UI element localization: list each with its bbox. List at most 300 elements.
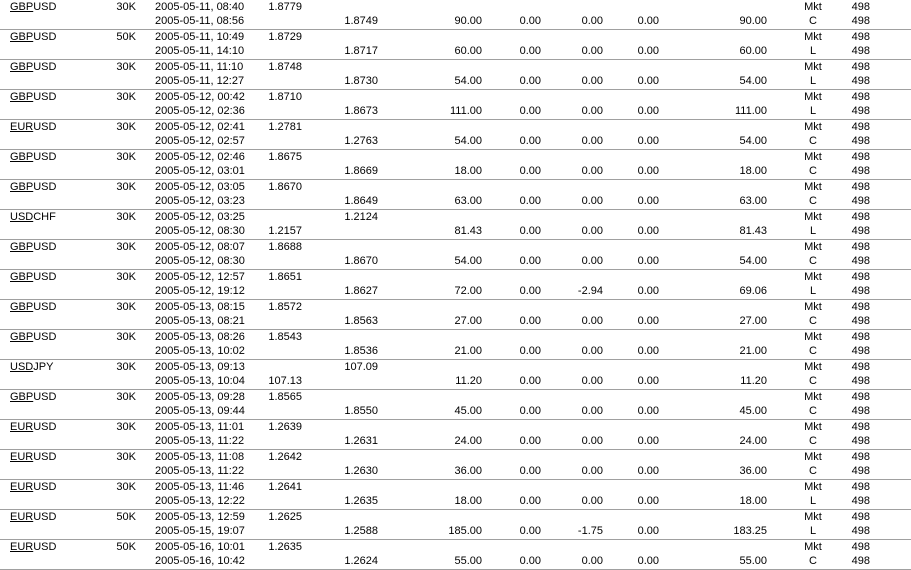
tax-value: 0.00 [637,315,659,327]
symbol-base[interactable]: EUR [10,451,34,463]
magic-number-close: 498 [851,345,870,357]
trade-row[interactable] [0,480,911,510]
magic-number: 498 [851,31,870,43]
magic-number-close: 498 [851,225,870,237]
order-type: Mkt [804,121,822,133]
order-type: Mkt [804,331,822,343]
close-price: 1.8550 [344,405,378,417]
swap-value: 0.00 [581,435,603,447]
close-type: C [809,15,817,27]
close-price: 1.8649 [344,195,378,207]
close-time: 2005-05-12, 02:57 [155,135,245,147]
tax-value: 0.00 [637,555,659,567]
open-price-alt: 107.13 [268,375,302,387]
symbol-quote: USD [33,331,57,343]
lot-size: 50K [116,541,136,553]
magic-number-close: 498 [851,405,870,417]
symbol-base[interactable]: GBP [10,181,34,193]
commission-value: 0.00 [519,345,541,357]
pips-value: 21.00 [454,345,482,357]
open-time: 2005-05-12, 00:42 [155,91,245,103]
pips-value: 27.00 [454,315,482,327]
symbol-quote: USD [33,241,57,253]
trade-row[interactable] [0,150,911,180]
open-price: 1.8779 [268,1,302,13]
lot-size: 30K [116,451,136,463]
symbol-base[interactable]: GBP [10,241,34,253]
lot-size: 30K [116,1,136,13]
close-type: C [809,195,817,207]
close-time: 2005-05-11, 14:10 [155,45,245,57]
profit-value: 90.00 [739,15,767,27]
close-time: 2005-05-12, 19:12 [155,285,245,297]
trade-row[interactable] [0,540,911,570]
symbol-base[interactable]: GBP [10,91,34,103]
magic-number-close: 498 [851,285,870,297]
magic-number: 498 [851,91,870,103]
close-type: L [809,45,817,57]
commission-value: 0.00 [519,465,541,477]
symbol-link[interactable] [10,240,56,254]
swap-value: -2.94 [577,285,603,297]
close-price: 1.8673 [344,105,378,117]
symbol-quote: USD [33,1,57,13]
symbol-base[interactable]: GBP [10,271,34,283]
close-type: C [809,375,817,387]
open-time: 2005-05-13, 09:13 [155,361,245,373]
commission-value: 0.00 [519,405,541,417]
tax-value: 0.00 [637,435,659,447]
swap-value: 0.00 [581,195,603,207]
open-time: 2005-05-13, 09:28 [155,391,245,403]
symbol-base[interactable]: USD [10,361,34,373]
lot-size: 30K [116,481,136,493]
open-price: 1.8670 [268,181,302,193]
swap-value: 0.00 [581,105,603,117]
tax-value: 0.00 [637,345,659,357]
open-price: 1.2639 [268,421,302,433]
open-time: 2005-05-12, 08:07 [155,241,245,253]
lot-size: 30K [116,151,136,163]
open-price: 1.8675 [268,151,302,163]
close-type: L [809,75,817,87]
swap-value: 0.00 [581,45,603,57]
tax-value: 0.00 [637,495,659,507]
swap-value: 0.00 [581,225,603,237]
close-type: C [809,465,817,477]
trade-row[interactable] [0,300,911,330]
close-type: L [809,285,817,297]
magic-number: 498 [851,421,870,433]
close-time: 2005-05-15, 19:07 [155,525,245,537]
pips-value: 11.20 [455,375,482,387]
open-time: 2005-05-12, 02:46 [155,151,245,163]
trade-row[interactable] [0,390,911,420]
trade-row[interactable] [0,30,911,60]
open-time: 2005-05-13, 08:15 [155,301,245,313]
symbol-link[interactable] [10,210,56,224]
commission-value: 0.00 [519,525,541,537]
commission-value: 0.00 [519,555,541,567]
close-price: 1.2763 [344,135,378,147]
magic-number-close: 498 [851,465,870,477]
order-type: Mkt [804,61,822,73]
swap-value: 0.00 [581,315,603,327]
lot-size: 30K [116,241,136,253]
lot-size: 50K [116,511,136,523]
magic-number: 498 [851,181,870,193]
magic-number: 498 [851,151,870,163]
profit-value: 36.00 [739,465,767,477]
order-type: Mkt [804,151,822,163]
profit-value: 45.00 [739,405,767,417]
symbol-quote: USD [33,451,57,463]
symbol-quote: USD [33,31,57,43]
tax-value: 0.00 [637,45,659,57]
profit-value: 27.00 [739,315,767,327]
symbol-link[interactable] [10,120,56,134]
symbol-link[interactable] [10,510,56,524]
symbol-link[interactable] [10,330,56,344]
trade-row[interactable] [0,180,911,210]
pips-value: 36.00 [454,465,482,477]
swap-value: 0.00 [581,555,603,567]
open-time: 2005-05-13, 11:46 [155,481,245,493]
open-price: 1.8688 [268,241,302,253]
symbol-link[interactable] [10,540,56,554]
symbol-base[interactable]: GBP [10,31,34,43]
close-price: 1.8563 [344,315,378,327]
symbol-base[interactable]: GBP [10,301,34,313]
trade-row[interactable] [0,510,911,540]
symbol-quote: USD [33,151,57,163]
close-time: 2005-05-13, 08:21 [155,315,245,327]
tax-value: 0.00 [637,405,659,417]
order-type: Mkt [804,541,822,553]
symbol-link[interactable] [10,300,56,314]
commission-value: 0.00 [519,15,541,27]
magic-number: 498 [851,271,870,283]
order-type: Mkt [804,421,822,433]
profit-value: 111.00 [734,105,767,117]
symbol-base[interactable]: EUR [10,481,34,493]
profit-value: 24.00 [739,435,767,447]
open-price: 1.8565 [268,391,302,403]
profit-value: 11.20 [740,375,767,387]
magic-number-close: 498 [851,525,870,537]
open-time: 2005-05-16, 10:01 [155,541,245,553]
open-time: 2005-05-12, 12:57 [155,271,245,283]
lot-size: 30K [116,121,136,133]
pips-value: 60.00 [454,45,482,57]
pips-value: 18.00 [454,495,482,507]
symbol-quote: JPY [33,361,54,373]
symbol-base[interactable]: EUR [10,511,34,523]
close-type: C [809,135,817,147]
symbol-quote: USD [33,511,57,523]
profit-value: 18.00 [739,495,767,507]
pips-value: 24.00 [454,435,482,447]
symbol-link[interactable] [10,30,56,44]
close-price: 1.8536 [344,345,378,357]
symbol-link[interactable] [10,150,56,164]
symbol-link[interactable] [10,180,56,194]
commission-value: 0.00 [519,255,541,267]
swap-value: 0.00 [581,135,603,147]
lot-size: 30K [116,271,136,283]
swap-value: 0.00 [581,465,603,477]
symbol-base[interactable]: EUR [10,541,34,553]
tax-value: 0.00 [637,135,659,147]
trade-row[interactable] [0,240,911,270]
commission-value: 0.00 [519,225,541,237]
order-type: Mkt [804,391,822,403]
magic-number-close: 498 [851,135,870,147]
open-time: 2005-05-13, 11:08 [155,451,245,463]
symbol-link[interactable] [10,480,56,494]
swap-value: 0.00 [581,165,603,177]
open-price: 1.2642 [268,451,302,463]
close-time: 2005-05-11, 08:56 [155,15,245,27]
symbol-base[interactable]: EUR [10,121,34,133]
pips-value: 81.43 [454,225,482,237]
lot-size: 30K [116,421,136,433]
symbol-base[interactable]: GBP [10,61,34,73]
tax-value: 0.00 [637,165,659,177]
symbol-base[interactable]: GBP [10,331,34,343]
magic-number: 498 [851,541,870,553]
magic-number: 498 [851,361,870,373]
profit-value: 60.00 [739,45,767,57]
symbol-base[interactable]: GBP [10,1,34,13]
order-type: Mkt [804,271,822,283]
open-price: 1.2625 [268,511,302,523]
open-price: 1.8572 [268,301,302,313]
pips-value: 45.00 [454,405,482,417]
trade-row[interactable] [0,420,911,450]
close-type: L [809,495,817,507]
symbol-quote: USD [33,541,57,553]
magic-number-close: 498 [851,45,870,57]
close-type: C [809,345,817,357]
symbol-link[interactable] [10,450,56,464]
symbol-base[interactable]: USD [10,211,34,223]
trade-row[interactable] [0,60,911,90]
magic-number-close: 498 [851,555,870,567]
swap-value: -1.75 [577,525,603,537]
profit-value: 81.43 [739,225,767,237]
close-price: 1.2631 [344,435,378,447]
pips-value: 55.00 [454,555,482,567]
magic-number: 498 [851,301,870,313]
open-price: 1.8710 [268,91,302,103]
order-type: Mkt [804,31,822,43]
close-type: L [809,105,817,117]
open-price: 1.2641 [268,481,302,493]
open-price: 1.8543 [268,331,302,343]
profit-value: 54.00 [739,255,767,267]
close-time: 2005-05-12, 02:36 [155,105,245,117]
magic-number: 498 [851,331,870,343]
close-price: 1.8670 [344,255,378,267]
symbol-quote: USD [33,271,57,283]
magic-number-close: 498 [851,315,870,327]
magic-number-close: 498 [851,105,870,117]
close-type: C [809,405,817,417]
magic-number: 498 [851,511,870,523]
magic-number: 498 [851,121,870,133]
close-time: 2005-05-13, 11:22 [155,435,245,447]
symbol-base[interactable]: GBP [10,151,34,163]
magic-number-close: 498 [851,375,870,387]
close-type: C [809,555,817,567]
open-time: 2005-05-11, 11:10 [155,61,244,73]
commission-value: 0.00 [519,375,541,387]
close-type: L [809,525,817,537]
profit-value: 63.00 [739,195,767,207]
tax-value: 0.00 [637,285,659,297]
order-type: Mkt [804,511,822,523]
close-time: 2005-05-13, 11:22 [155,465,245,477]
open-time: 2005-05-12, 02:41 [155,121,245,133]
trade-row[interactable] [0,0,911,30]
close-time: 2005-05-13, 09:44 [155,405,245,417]
close-time: 2005-05-13, 10:04 [155,375,245,387]
profit-value: 18.00 [739,165,767,177]
open-time: 2005-05-12, 03:25 [155,211,245,223]
commission-value: 0.00 [519,195,541,207]
tax-value: 0.00 [637,375,659,387]
close-price: 1.8669 [344,165,378,177]
magic-number-close: 498 [851,75,870,87]
close-price-alt: 107.09 [344,361,378,373]
close-type: L [809,225,817,237]
magic-number: 498 [851,481,870,493]
close-type: C [809,255,817,267]
open-time: 2005-05-13, 08:26 [155,331,245,343]
open-time: 2005-05-13, 12:59 [155,511,245,523]
pips-value: 18.00 [454,165,482,177]
close-type: C [809,165,817,177]
symbol-quote: USD [33,181,57,193]
close-time: 2005-05-12, 08:30 [155,255,245,267]
pips-value: 54.00 [454,255,482,267]
trade-row[interactable] [0,90,911,120]
close-time: 2005-05-13, 12:22 [155,495,245,507]
open-time: 2005-05-12, 03:05 [155,181,245,193]
tax-value: 0.00 [637,195,659,207]
tax-value: 0.00 [637,525,659,537]
profit-value: 54.00 [739,75,767,87]
symbol-link[interactable] [10,270,56,284]
lot-size: 30K [116,301,136,313]
open-price: 1.2635 [268,541,302,553]
magic-number-close: 498 [851,255,870,267]
open-price-alt: 1.2157 [268,225,302,237]
profit-value: 183.25 [733,525,767,537]
magic-number: 498 [851,61,870,73]
symbol-link[interactable] [10,420,56,434]
trade-row[interactable] [0,360,911,390]
tax-value: 0.00 [637,75,659,87]
commission-value: 0.00 [519,135,541,147]
close-time: 2005-05-16, 10:42 [155,555,245,567]
order-type: Mkt [804,91,822,103]
close-price: 1.2635 [344,495,378,507]
trade-row[interactable] [0,210,911,240]
symbol-quote: USD [33,121,57,133]
magic-number: 498 [851,1,870,13]
pips-value: 90.00 [454,15,482,27]
open-price: 1.8729 [268,31,302,43]
close-price: 1.2630 [344,465,378,477]
commission-value: 0.00 [519,435,541,447]
magic-number-close: 498 [851,15,870,27]
symbol-link[interactable] [10,0,56,14]
pips-value: 54.00 [454,75,482,87]
trade-row[interactable] [0,450,911,480]
order-type: Mkt [804,241,822,253]
lot-size: 30K [116,61,136,73]
order-type: Mkt [804,481,822,493]
commission-value: 0.00 [519,75,541,87]
symbol-quote: USD [33,421,57,433]
open-price: 1.2781 [268,121,302,133]
profit-value: 21.00 [739,345,767,357]
pips-value: 111.00 [449,105,482,117]
order-type: Mkt [804,1,822,13]
symbol-quote: USD [33,91,57,103]
pips-value: 63.00 [454,195,482,207]
close-price-alt: 1.2124 [344,211,378,223]
open-time: 2005-05-11, 08:40 [155,1,245,13]
swap-value: 0.00 [581,495,603,507]
lot-size: 30K [116,391,136,403]
close-time: 2005-05-12, 08:30 [155,225,245,237]
trade-row[interactable] [0,270,911,300]
close-price: 1.2624 [344,555,378,567]
close-price: 1.8749 [344,15,378,27]
tax-value: 0.00 [637,255,659,267]
commission-value: 0.00 [519,45,541,57]
symbol-link[interactable] [10,90,56,104]
trade-row[interactable] [0,120,911,150]
close-time: 2005-05-11, 12:27 [155,75,245,87]
symbol-quote: CHF [33,211,56,223]
symbol-quote: USD [33,391,57,403]
trade-row[interactable] [0,330,911,360]
close-time: 2005-05-13, 10:02 [155,345,245,357]
close-price: 1.8627 [344,285,378,297]
symbol-base[interactable]: GBP [10,391,34,403]
lot-size: 30K [116,331,136,343]
symbol-link[interactable] [10,60,56,74]
close-price: 1.8730 [344,75,378,87]
lot-size: 30K [116,181,136,193]
symbol-base[interactable]: EUR [10,421,34,433]
tax-value: 0.00 [637,105,659,117]
magic-number-close: 498 [851,195,870,207]
magic-number: 498 [851,451,870,463]
symbol-link[interactable] [10,360,53,374]
symbol-quote: USD [33,481,57,493]
symbol-link[interactable] [10,390,56,404]
swap-value: 0.00 [581,255,603,267]
open-price: 1.8651 [268,271,302,283]
commission-value: 0.00 [519,495,541,507]
tax-value: 0.00 [637,465,659,477]
commission-value: 0.00 [519,285,541,297]
